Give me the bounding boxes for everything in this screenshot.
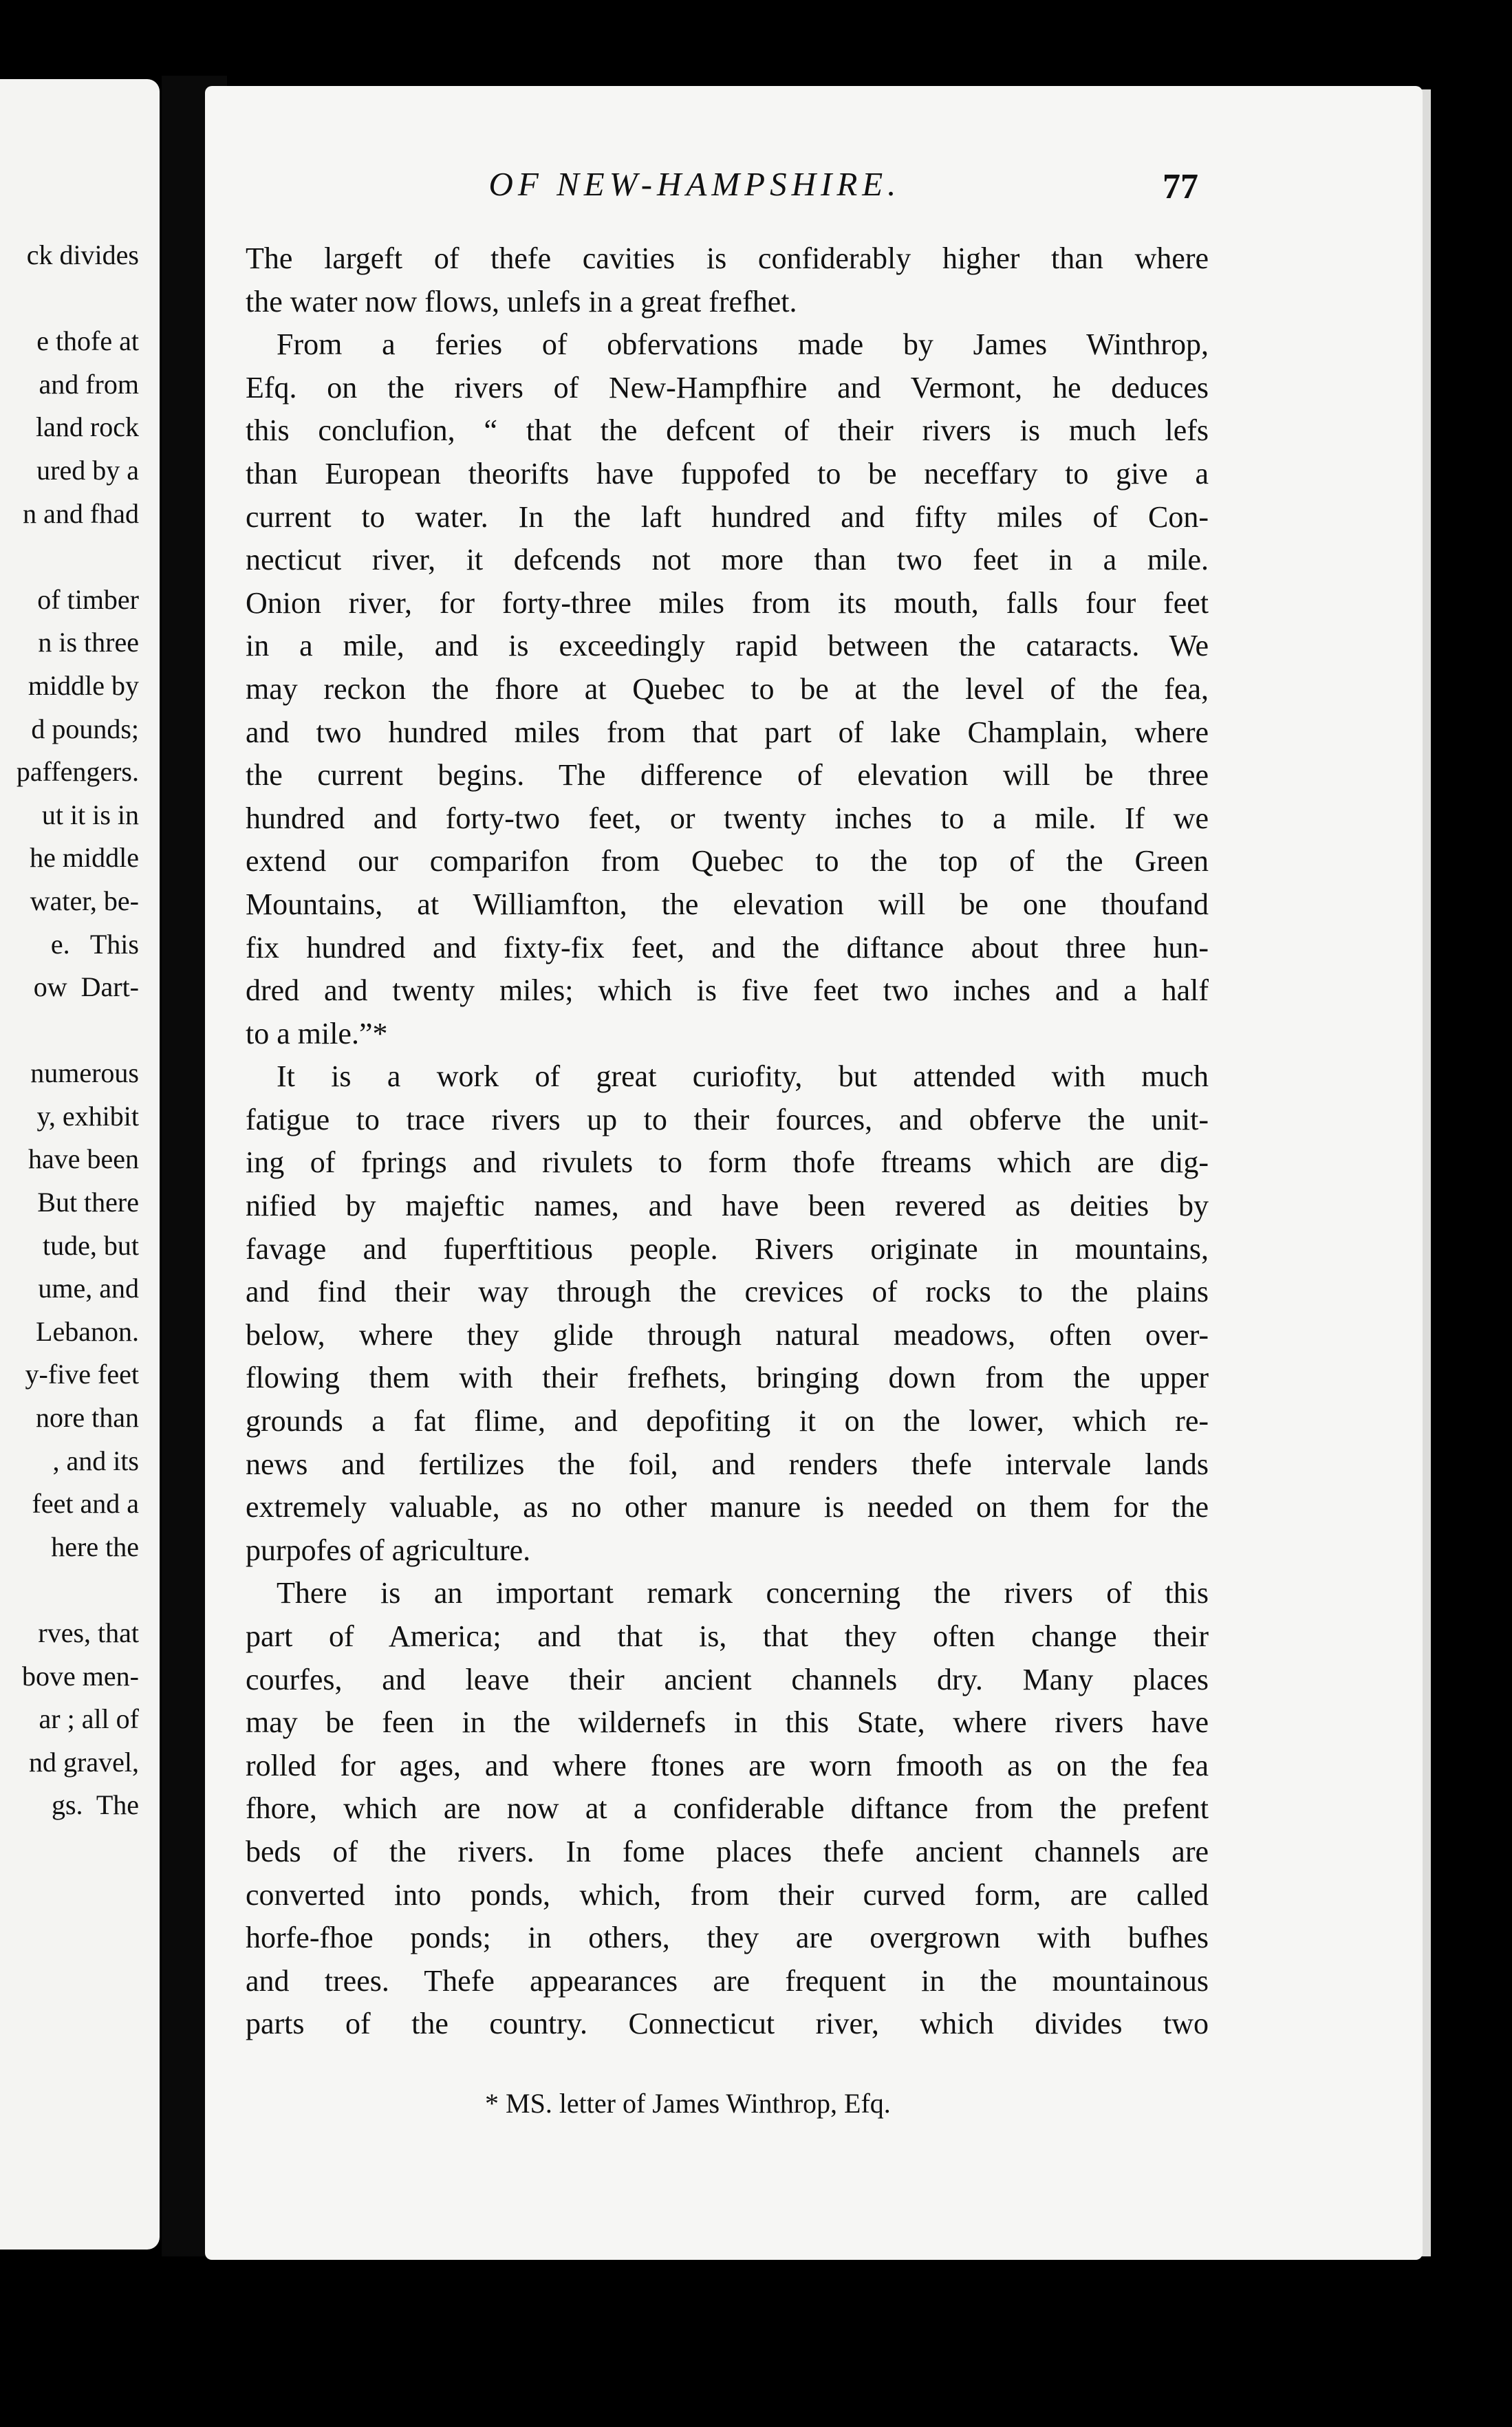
left-page-line: paffengers. [16,756,139,788]
text-line: beds of the rivers. In fome places thefe ancient channels are [246,1834,1209,1868]
left-page-line: he middle [30,842,139,874]
left-page-line: have been [28,1143,139,1175]
text-line: in a mile, and is exceedingly rapid between the cataracts. We [246,629,1209,663]
left-page-line: y, exhibit [36,1100,139,1132]
text-line: and two hundred miles from that part of lake Champlain, where [246,715,1209,749]
text-line: extend our comparifon from Quebec to the top of the Green [246,844,1209,878]
left-page-line: ured by a [36,454,139,486]
text-line: may be feen in the wildernefs in this State, where rivers have [246,1705,1209,1740]
left-page-line: gs. The [51,1789,139,1821]
text-line: may reckon the fhore at Quebec to be at the level of the fea, [246,671,1209,706]
left-page-line: n is three [38,627,139,658]
left-page-line: e. This [50,928,139,960]
text-line: and trees. Thefe appearances are frequent in the mountainous [246,1963,1209,1998]
left-page-line: tude, but [43,1229,139,1261]
text-line: the water now flows, unlefs in a great frefhet. [246,284,797,319]
left-page-line: here the [51,1531,139,1562]
left-page-line: land rock [36,411,139,443]
text-line: dred and twenty miles; which is five feet two inches and a half [246,973,1209,1008]
left-page-line: ume, and [38,1273,139,1304]
text-line: below, where they glide through natural meadows, often over- [246,1317,1209,1352]
left-page-line: and from [39,368,139,400]
text-line: the current begins. The difference of elevation will be three [246,758,1209,792]
text-line: extremely valuable, as no other manure is needed on them for the [246,1490,1209,1524]
text-line: grounds a fat flime, and depofiting it on the lower, which re- [246,1404,1209,1438]
left-page-line: rves, that [38,1617,139,1648]
text-line: horfe-fhoe ponds; in others, they are overgrown with bufhes [246,1921,1209,1955]
text-line: The largeft of thefe cavities is confiderably higher than where [246,241,1209,275]
left-page-line: d pounds; [31,713,139,744]
left-page-line: numerous [30,1057,139,1089]
text-line: parts of the country. Connecticut river, which divides two [246,2007,1209,2041]
left-page-text [0,234,139,1827]
text-line: to a mile.”* [246,1016,388,1050]
text-line: Onion river, for forty-three miles from its mouth, falls four feet [246,585,1209,620]
left-page-fragment [0,79,160,2250]
text-line: this conclufion, “ that the defcent of their rivers is much lefs [246,413,1209,448]
text-line: fix hundred and fixty-fix feet, and the diftance about three hun- [246,930,1209,964]
text-line: There is an important remark concerning the rivers of this [277,1576,1209,1610]
left-page-line: n and fhad [23,497,139,529]
text-line: Mountains, at Williamfton, the elevation will be one thoufand [246,887,1209,921]
left-page-line: bove men- [22,1660,139,1692]
text-line: favage and fuperftitious people. Rivers originate in mountains, [246,1231,1209,1266]
text-line: Efq. on the rivers of New-Hampfhire and Vermont, he deduces [246,370,1209,404]
left-page-line: But there [37,1187,139,1218]
text-line: and find their way through the crevices of rocks to the plains [246,1275,1209,1309]
body-text [246,237,1209,2046]
page-number: 77 [1163,167,1198,206]
text-line: fhore, which are now at a confiderable diftance from the prefent [246,1791,1209,1826]
text-line: From a feries of obfervations made by James Winthrop, [277,327,1209,362]
left-page-line: feet and a [32,1488,139,1520]
text-line: fatigue to trace rivers up to their fources, and obferve the unit- [246,1102,1209,1136]
text-line: news and fertilizes the foil, and renders thefe intervale lands [246,1447,1209,1481]
left-page-line: y-five feet [25,1359,139,1390]
left-page-line: middle by [28,669,139,701]
left-page-line: , and its [52,1445,139,1476]
text-line: courfes, and leave their ancient channels dry. Many places [246,1662,1209,1696]
footnote: * MS. letter of James Winthrop, Efq. [485,2088,891,2119]
left-page-line: nore than [36,1402,139,1434]
left-page-line: ut it is in [41,799,139,830]
left-page-line: water, be- [30,885,139,916]
text-line: than European theorifts have fuppofed to be neceffary to give a [246,456,1209,490]
text-line: converted into ponds, which, from their curved form, are called [246,1877,1209,1912]
running-head: OF NEW-HAMPSHIRE. [488,165,901,203]
text-line: current to water. In the laft hundred and fifty miles of Con- [246,499,1209,534]
left-page-line: of timber [37,583,139,615]
left-page-gap [0,1009,139,1053]
left-page-gap [0,277,139,321]
text-line: rolled for ages, and where ftones are worn fmooth as on the fea [246,1748,1209,1782]
left-page-gap [0,535,139,579]
left-page-line: ow Dart- [33,971,139,1003]
left-page-line: ar ; all of [39,1703,139,1735]
left-page-line: ck divides [26,239,139,270]
left-page-gap [0,1568,139,1612]
text-line: hundred and forty-two feet, or twenty inches to a mile. If we [246,801,1209,835]
text-line: part of America; and that is, that they often change their [246,1619,1209,1653]
text-line: necticut river, it defcends not more than two feet in a mile. [246,543,1209,577]
text-line: purpofes of agriculture. [246,1533,531,1567]
left-page-line: nd gravel, [29,1746,139,1778]
text-line: ing of fprings and rivulets to form thofe ftreams which are dig- [246,1145,1209,1180]
text-line: It is a work of great curiofity, but attended with much [277,1059,1209,1094]
text-line: nified by majeftic names, and have been revered as deities by [246,1189,1209,1223]
text-line: flowing them with their frefhets, bringing down from the upper [246,1361,1209,1395]
left-page-line: Lebanon. [36,1315,139,1347]
left-page-line: e thofe at [36,325,139,357]
